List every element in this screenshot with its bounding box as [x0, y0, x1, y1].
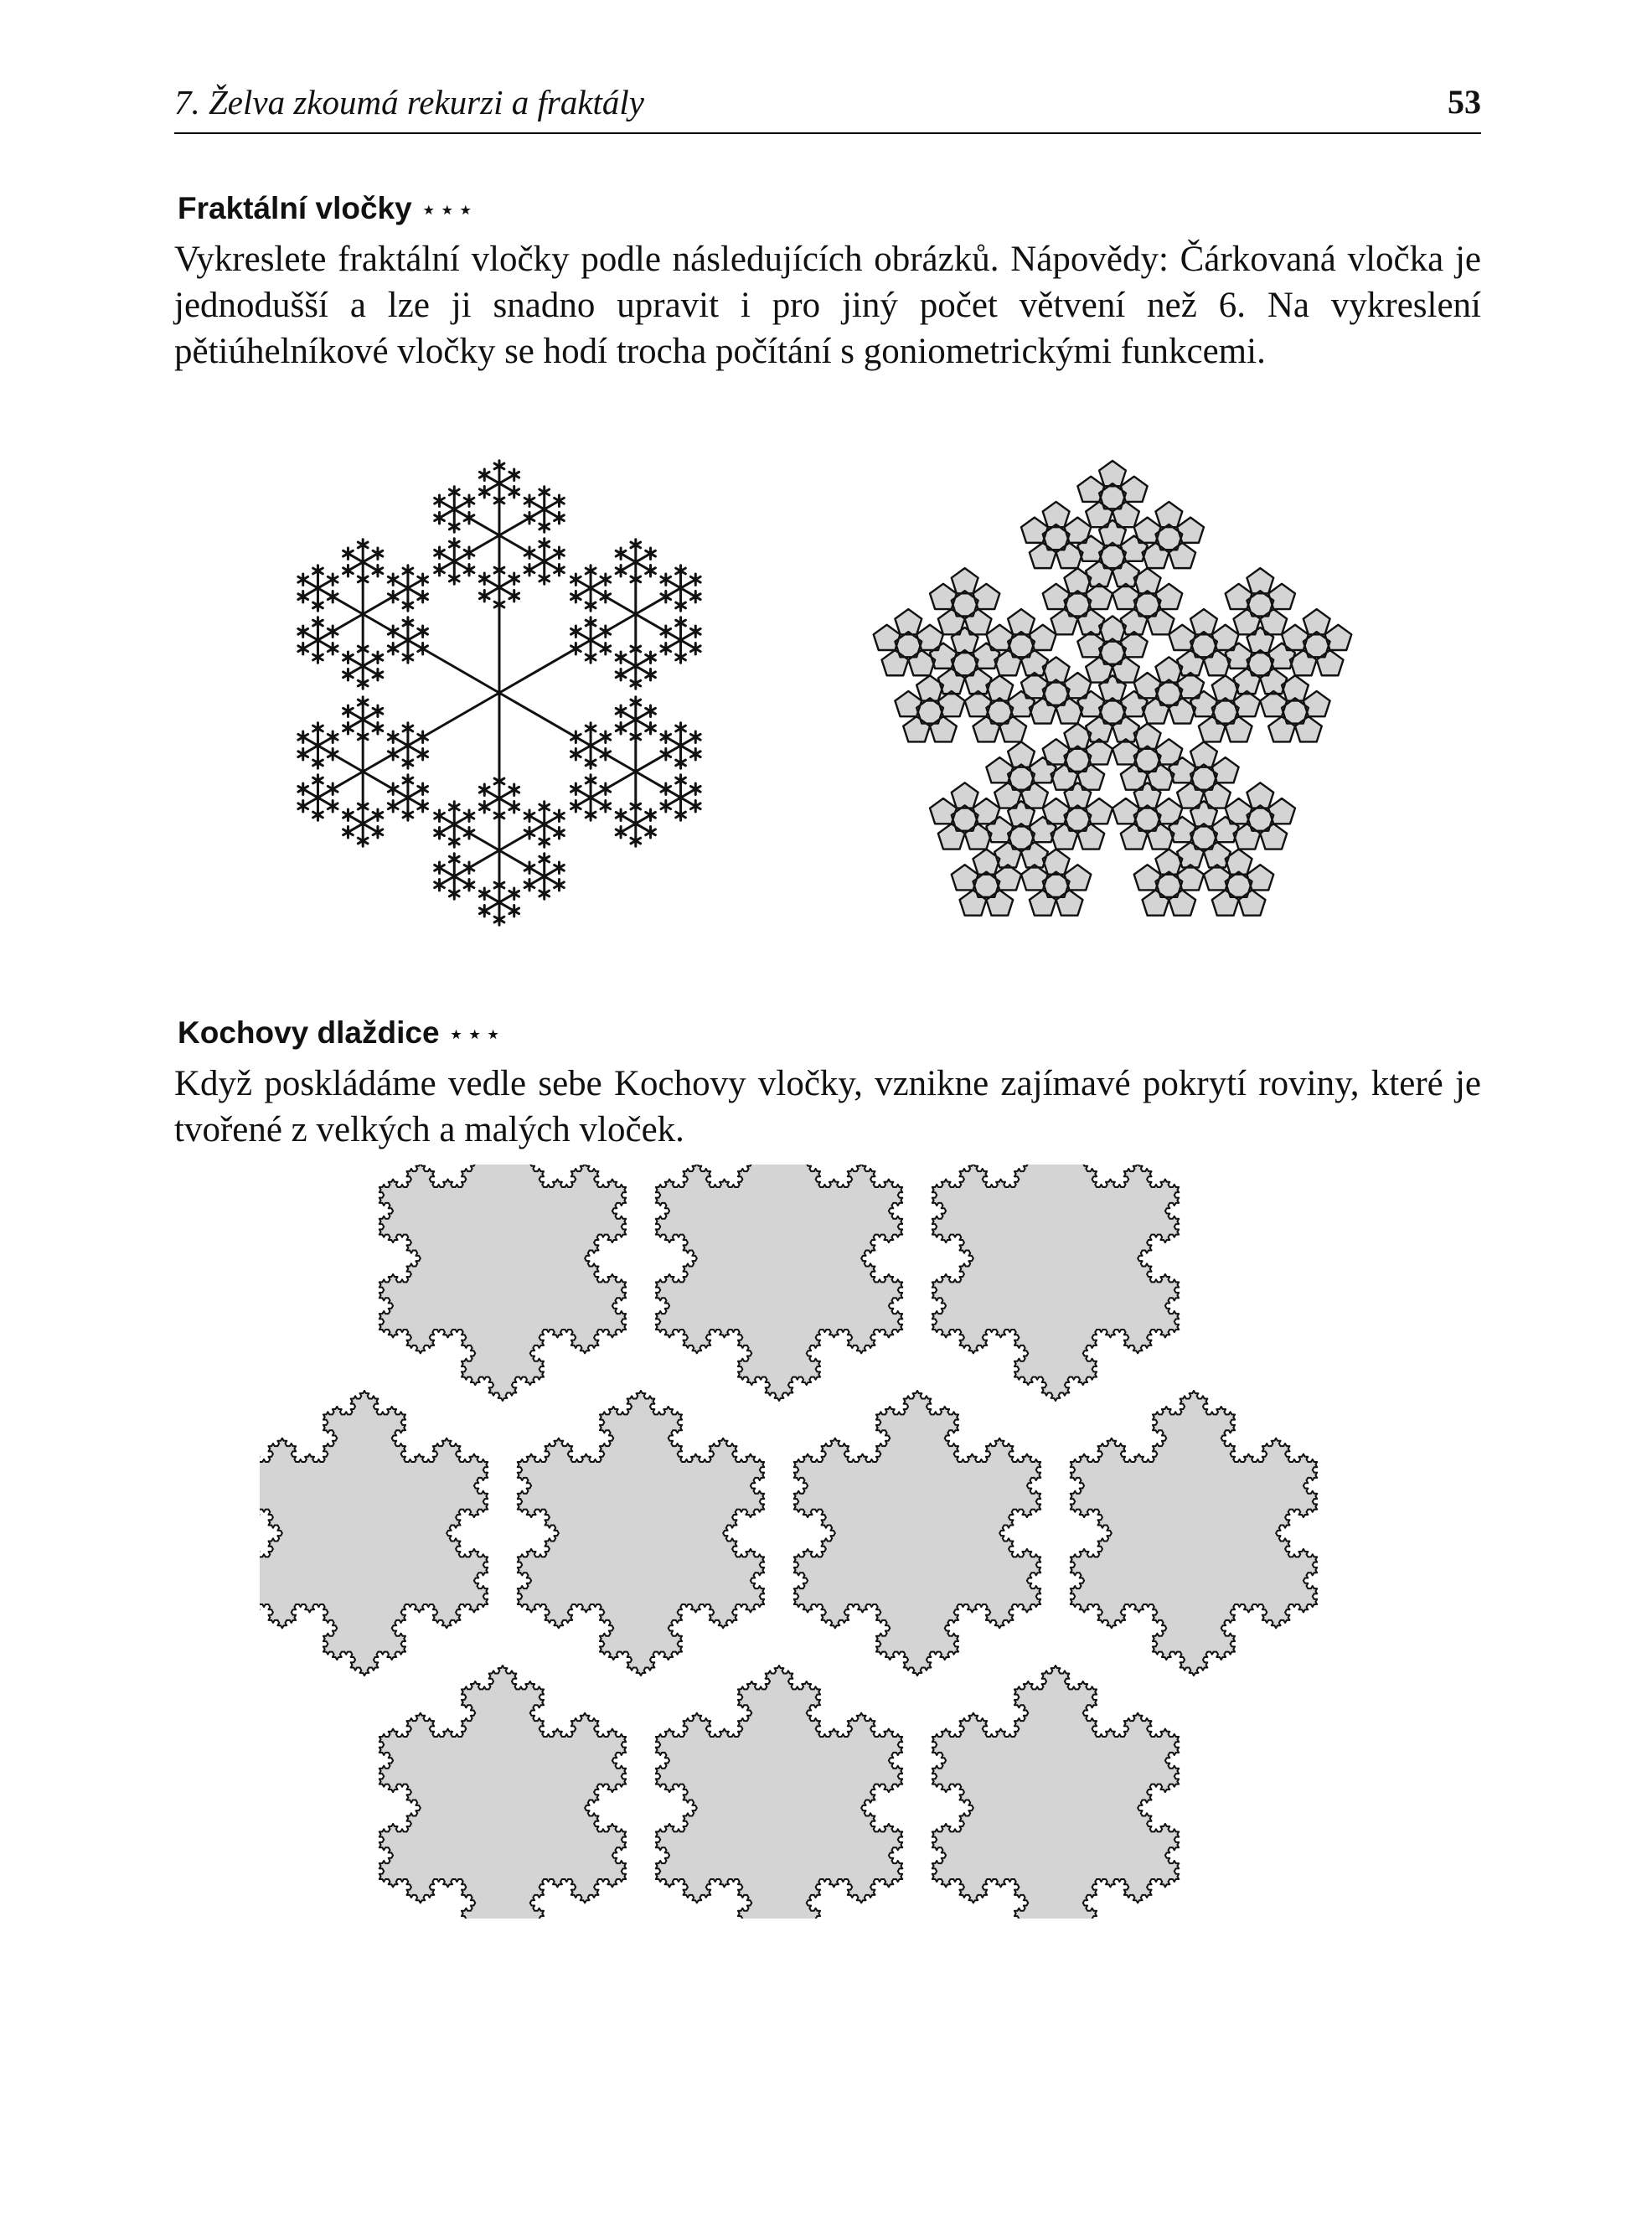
difficulty-stars-icon: ⋆⋆⋆	[420, 194, 476, 225]
snowflake-branches	[298, 461, 700, 926]
section-title: Fraktální vločky	[178, 191, 412, 225]
dash-snowflake-figure	[298, 461, 700, 926]
chapter-title: 7. Želva zkoumá rekurzi a fraktály	[174, 83, 645, 121]
snowflake-figures	[251, 423, 1424, 959]
section-paragraph: Když poskládáme vedle sebe Kochovy vločky, vznikne zajímavé pokrytí roviny, které je tvořené z velkých a malých vloček.	[174, 1064, 1481, 1149]
pentagon-snowflake-figure	[874, 461, 1352, 916]
difficulty-stars-icon: ⋆⋆⋆	[447, 1019, 503, 1049]
koch-snowflake-tiles	[260, 1165, 1317, 1919]
section-heading-koch-tiles	[178, 1015, 503, 1051]
koch-tiling-figure	[260, 1165, 1407, 1919]
section-title: Kochovy dlaždice	[178, 1015, 440, 1050]
pentagon-cells	[874, 461, 1352, 916]
page-number: 53	[1448, 83, 1481, 121]
koch-tiles	[260, 1165, 1317, 1919]
running-head	[174, 80, 1481, 134]
section-paragraph: Vykreslete fraktální vločky podle následujících obrázků. Nápovědy: Čárkovaná vločka je jednodušší a lze ji snadno upravit i pro jiný počet větvení než 6. Na vykreslení pětiúhelníkové vločky se hodí trocha počítání s goniometrickými funkcemi.	[174, 240, 1481, 371]
section-heading-fractal-snowflakes	[178, 191, 476, 226]
